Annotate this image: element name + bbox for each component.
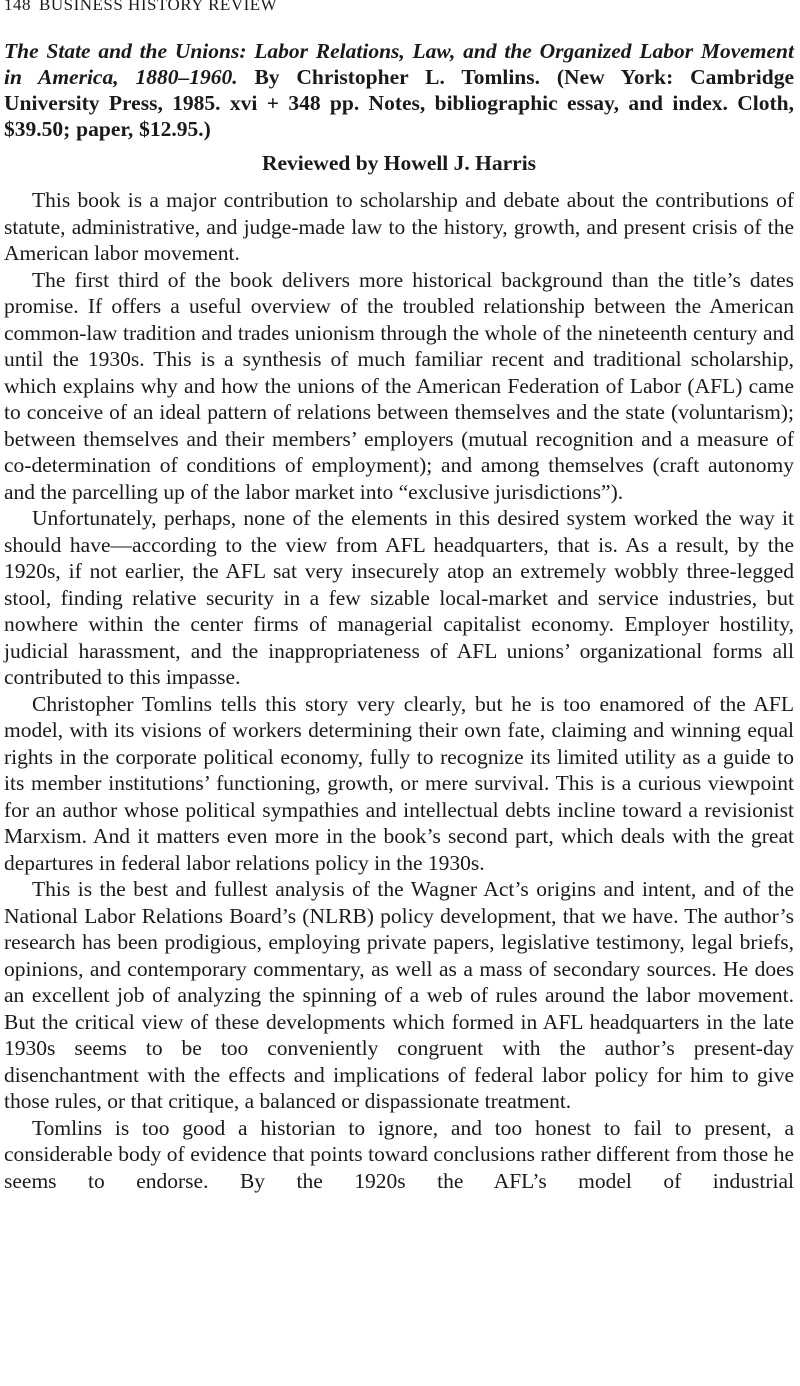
journal-title: BUSINESS HISTORY REVIEW	[39, 0, 278, 14]
running-head	[4, 0, 794, 17]
document-page	[4, 0, 794, 1194]
page-number: 148	[4, 0, 31, 14]
paragraph: The first third of the book delivers more historical background than the title’s dates promise. If offers a useful overview of the troubled relationship between the American common-law tradition and trades unionism through the whole of the nineteenth century and until the 1930s. This is a synthesis of much familiar recent and traditional scholarship, which explains why and how the unions of the American Federation of Labor (AFL) came to conceive of an ideal pattern of relations between themselves and the state (voluntarism); between themselves and their members’ employers (mutual recognition and a measure of co-determination of conditions of employment); and among themselves (craft autonomy and the parcelling up of the labor market into “exclusive jurisdictions”).	[4, 267, 794, 504]
review-body	[4, 187, 794, 1194]
paragraph: Unfortunately, perhaps, none of the elements in this desired system worked the way it should have—according to the view from AFL headquarters, that is. As a result, by the 1920s, if not earlier, the AFL sat very insecurely atop an extremely wobbly three-legged stool, finding relative security in a few sizable local-market and service industries, but nowhere within the center firms of managerial capitalist economy. Employer hostility, judicial harassment, and the inappropriateness of AFL unions’ organizational forms all contributed to this impasse.	[4, 506, 794, 689]
paragraph: This is the best and fullest analysis of the Wagner Act’s origins and intent, and of the National Labor Relations Board’s (NLRB) policy development, that we have. The author’s research has been prodigious, employing private papers, legislative testimony, legal briefs, opinions, and contemporary commentary, as well as a mass of secondary sources. He does an excellent job of analyzing the spinning of a web of rules around the labor movement. But the critical view of these developments which formed in AFL headquarters in the late 1930s seems to be too conveniently congruent with the author’s present-day disenchantment with the effects and implications of federal labor policy for him to give those rules, or that critique, a balanced or dispassionate treatment.	[4, 877, 794, 1113]
paragraph: Christopher Tomlins tells this story very clearly, but he is too enamored of the AFL model, with its visions of workers determining their own fate, claiming and winning equal rights in the corporate political economy, fully to recognize its limited utility as a guide to its member institutions’ functioning, growth, or mere survival. This is a curious viewpoint for an author whose political sympathies and intellectual debts incline toward a revisionist Marxism. And it matters even more in the book’s second part, which deals with the great departures in federal labor relations policy in the 1930s.	[4, 691, 794, 875]
paragraph: Tomlins is too good a historian to ignore, and too honest to fail to present, a considerable body of evidence that points toward conclusions rather different from those he seems to endorse. By the 1920s the AFL’s model of industrial	[4, 1115, 794, 1193]
book-details: By Christopher L. Tomlins. (New York: Cambridge University Press, 1985. xvi + 348 pp. Notes, bibliographic essay, and index. Cloth, $39.50; paper, $12.95.)	[4, 65, 794, 141]
book-citation	[4, 38, 794, 142]
book-title: The State and the Unions: Labor Relations, Law, and the Organized Labor Movement in America, 1880–1960.	[4, 39, 794, 89]
paragraph: This book is a major contribution to scholarship and debate about the contributions of statute, administrative, and judge-made law to the history, growth, and present crisis of the American labor movement.	[4, 188, 794, 265]
reviewer-line: Reviewed by Howell J. Harris	[261, 151, 537, 175]
